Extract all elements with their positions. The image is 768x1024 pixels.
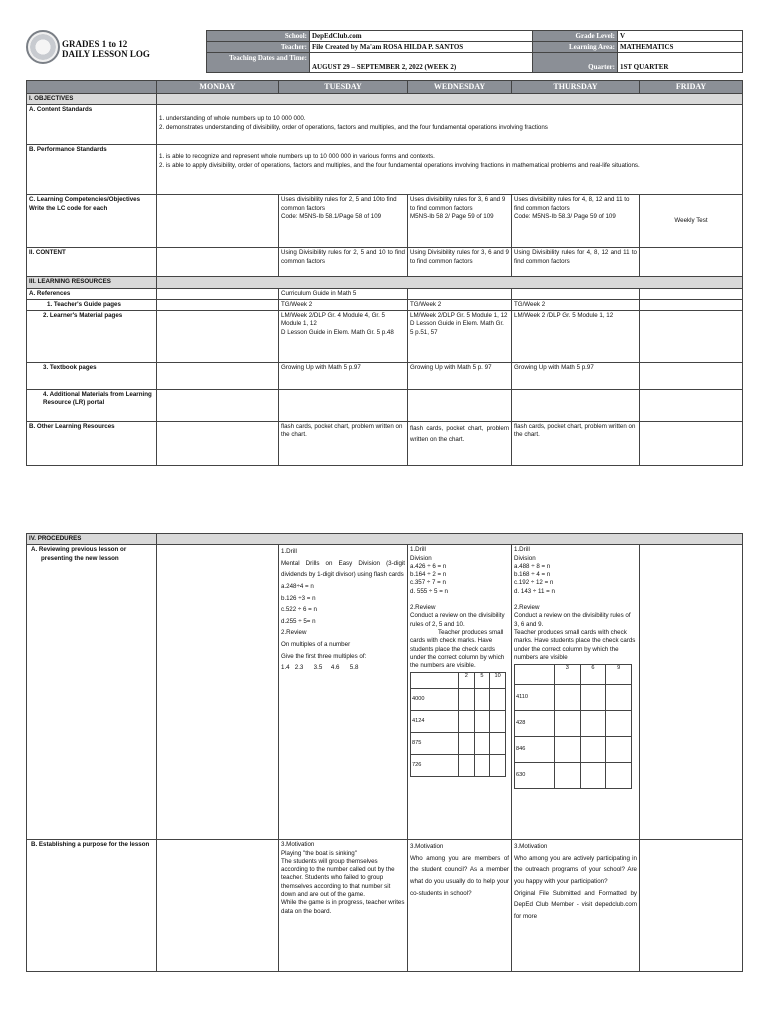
procedures-fill: [157, 534, 743, 545]
day-header-wednesday: WEDNESDAY: [408, 81, 512, 94]
tue-review-text: On multiples of a number: [281, 641, 351, 649]
additional-monday: [157, 390, 279, 422]
tg-friday: [640, 299, 743, 310]
competency-thursday: Uses divisibility rules for 4, 8, 12 and 11 to find common factors Code: M5NS-Ib 58.3/ Page 59 of 109: [512, 195, 640, 248]
thu-check-cell: [606, 763, 632, 789]
area-value: MATHEMATICS: [618, 42, 743, 53]
school-value: DepEdClub.com: [310, 31, 533, 42]
purpose-monday: [157, 840, 279, 972]
thu-check-cell: [555, 737, 581, 763]
textbook-label: 3. Textbook pages: [27, 363, 157, 390]
references-label: A. References: [27, 288, 157, 299]
content-standards-label: A. Content Standards: [27, 105, 157, 145]
thu-check-head-3: 3: [555, 665, 581, 685]
reviewing-label: A. Reviewing previous lesson or presenting the new lesson: [27, 545, 157, 840]
wed-check-cell: [459, 733, 475, 755]
thu-check-cell: [555, 763, 581, 789]
wed-check-cell: [474, 689, 490, 711]
thu-check-cell: [580, 711, 606, 737]
wed-review-text-2: Teacher produces small cards with check marks. Have students place the check cards under the correct column by which the numbers are visible.: [410, 628, 505, 670]
tg-wednesday: TG/Week 2: [408, 299, 512, 310]
other-monday: [157, 422, 279, 466]
wed-check-row-label: 875: [411, 733, 459, 755]
additional-tuesday: [279, 390, 408, 422]
references-thursday: [512, 288, 640, 299]
deped-seal-icon: [26, 30, 60, 64]
other-wednesday: flash cards, pocket chart, problem written on the chart.: [408, 422, 512, 466]
day-header-blank: [27, 81, 157, 94]
dates-value: AUGUST 29 – SEPTEMBER 2, 2022 (WEEK 2): [310, 53, 533, 73]
thu-drill-heading: 1.Drill Division: [514, 546, 536, 562]
additional-label: 4. Additional Materials from Learning Resource (LR) portal: [27, 390, 157, 422]
review-tuesday: [279, 545, 408, 840]
references-wednesday: [408, 288, 512, 299]
wed-check-cell: [459, 689, 475, 711]
wed-check-table: [410, 672, 506, 777]
tue-drill-item-2: b.126 ÷3 = n: [281, 594, 316, 602]
day-header-tuesday: TUESDAY: [279, 81, 408, 94]
thu-check-row-label: 4110: [515, 685, 555, 711]
thu-check-cell: [555, 685, 581, 711]
other-resources-label: B. Other Learning Resources: [27, 422, 157, 466]
objectives-fill: [157, 94, 743, 105]
references-monday: [157, 288, 279, 299]
thu-review-text: Conduct a review on the divisibility rules of 3, 6 and 9. Teacher produces small cards with check marks. Have students place the check cards under the correct column by which the numbers are visible: [514, 612, 636, 661]
review-monday: [157, 545, 279, 840]
wed-check-row-label: 4000: [411, 689, 459, 711]
tue-drill-item-3: c.522 ÷ 6 = n: [281, 606, 317, 614]
references-tuesday: Curriculum Guide in Math 5: [279, 288, 408, 299]
competency-tuesday: Uses divisibility rules for 2, 5 and 10to find common factors Code: M5NS-Ib 58.1/Page 58 of 109: [279, 195, 408, 248]
additional-friday: [640, 390, 743, 422]
procedures-heading: IV. PROCEDURES: [27, 534, 157, 545]
textbook-friday: [640, 363, 743, 390]
review-friday: [640, 545, 743, 840]
thu-check-cell: [606, 737, 632, 763]
wed-check-cell: [490, 755, 506, 777]
tue-drill-heading: 1.Drill: [281, 548, 297, 556]
quarter-value: 1ST QUARTER: [618, 53, 743, 73]
wed-check-cell: [490, 711, 506, 733]
thu-check-cell: [580, 737, 606, 763]
thu-check-head-blank: [515, 665, 555, 685]
lm-tuesday: LM/Week 2/DLP Gr. 4 Module 4, Gr. 5 Module 1, 12 D Lesson Guide in Elem. Math Gr. 5 p.48: [279, 311, 408, 363]
review-wednesday: [408, 545, 512, 840]
purpose-tuesday: 3.Motivation Playing "the boat is sinking" The students will group themselves according to the number called out by the teacher. Students who failed to group themselves according to that number sit down and are out of the game. While the game is in progress, teacher writes data on the board.: [279, 840, 408, 972]
thu-check-table: [514, 664, 632, 789]
deped-seal: [26, 30, 60, 64]
header-info-table: [206, 30, 743, 73]
tue-drill-item-4: d.255 ÷ 5= n: [281, 617, 316, 625]
wed-drill-heading: 1.Drill Division: [410, 546, 432, 562]
wed-check-row-label: 4124: [411, 711, 459, 733]
tue-multiples: 1.4 2.3 3.5 4.6 5.8: [281, 664, 359, 672]
wed-drill-items: a.426 ÷ 6 = n b.164 ÷ 2 = n c.357 ÷ 7 = n d. 555 ÷ 5 = n: [410, 562, 448, 595]
purpose-friday: [640, 840, 743, 972]
wed-check-head-5: 5: [474, 673, 490, 689]
other-thursday: flash cards, pocket chart, problem written on the chart.: [512, 422, 640, 466]
textbook-tuesday: Growing Up with Math 5 p.97: [279, 363, 408, 390]
competency-monday: [157, 195, 279, 248]
lm-wednesday: LM/Week 2/DLP Gr. 5 Module 1, 12 D Lesson Guide in Elem. Math Gr. 5 p.51, 57: [408, 311, 512, 363]
dll-table-procedures: [26, 533, 743, 972]
thu-drill-items: a.488 ÷ 8 = n b.168 ÷ 4 = n c.192 ÷ 12 = n d. 143 ÷ 11 = n: [514, 562, 555, 595]
dll-table-main: [26, 80, 743, 466]
grade-value: V: [618, 31, 743, 42]
tg-label: 1. Teacher's Guide pages: [27, 299, 157, 310]
tue-review-text-2: Give the first three multiples of:: [281, 652, 367, 660]
log-title: [62, 39, 150, 59]
lm-label: 2. Learner's Material pages: [27, 311, 157, 363]
lm-monday: [157, 311, 279, 363]
review-thursday: [512, 545, 640, 840]
objectives-heading: I. OBJECTIVES: [27, 94, 157, 105]
wed-review-heading: 2.Review: [410, 604, 436, 612]
tg-tuesday: TG/Week 2: [279, 299, 408, 310]
competency-friday: Weekly Test: [640, 195, 743, 248]
wed-check-row-label: 726: [411, 755, 459, 777]
school-label: School:: [207, 31, 310, 42]
lm-thursday: LM/Week 2 /DLP Gr. 5 Module 1, 12: [512, 311, 640, 363]
tue-drill-text: Mental Drills on Easy Division (3-digit dividends by 1-digit divisor) using flash cards: [281, 559, 405, 579]
content-thursday: Using Divisibility rules for 4, 8, 12 and 11 to find common factors: [512, 248, 640, 277]
lm-friday: [640, 311, 743, 363]
wed-check-cell: [459, 755, 475, 777]
resources-fill: [157, 277, 743, 288]
wed-review-text: Conduct a review on the divisibility rules of 2, 5 and 10.: [410, 612, 505, 628]
references-friday: [640, 288, 743, 299]
content-tuesday: Using Divisibility rules for 2, 5 and 10 to find common factors: [279, 248, 408, 277]
textbook-wednesday: Growing Up with Math 5 p. 97: [408, 363, 512, 390]
wed-check-head-2: 2: [459, 673, 475, 689]
establishing-label: B. Establishing a purpose for the lesson: [27, 840, 157, 972]
wed-check-cell: [490, 733, 506, 755]
textbook-monday: [157, 363, 279, 390]
wed-check-cell: [490, 689, 506, 711]
title-line-2: DAILY LESSON LOG: [62, 49, 150, 59]
thu-check-row-label: 630: [515, 763, 555, 789]
wed-check-cell: [474, 711, 490, 733]
wed-check-head-blank: [411, 673, 459, 689]
wed-check-head-10: 10: [490, 673, 506, 689]
dates-label: Teaching Dates and Time:: [207, 53, 310, 73]
area-label: Learning Area:: [533, 42, 618, 53]
thu-check-cell: [606, 685, 632, 711]
quarter-label: Quarter:: [533, 53, 618, 73]
performance-standards-label: B. Performance Standards: [27, 145, 157, 195]
wed-check-cell: [474, 733, 490, 755]
content-wednesday: Using Divisibility rules for 3, 6 and 9 to find common factors: [408, 248, 512, 277]
thu-check-head-6: 6: [580, 665, 606, 685]
teacher-value: File Created by Ma'am ROSA HILDA P. SANTOS: [310, 42, 533, 53]
teacher-label: Teacher:: [207, 42, 310, 53]
thu-check-cell: [580, 685, 606, 711]
purpose-thursday: 3.Motivation Who among you are actively participating in the outreach programs of your school? Are you happy with your participation? Original File Submitted and Formatted by DepEd Club Member - visit depedclub.com for more: [512, 840, 640, 972]
content-label: II. CONTENT: [27, 248, 157, 277]
thu-review-heading: 2.Review: [514, 604, 540, 612]
thu-check-cell: [555, 711, 581, 737]
grade-label: Grade Level:: [533, 31, 618, 42]
textbook-thursday: Growing Up with Math 5 p.97: [512, 363, 640, 390]
competency-wednesday: Uses divisibility rules for 3, 6 and 9 to find common factors M5NS-Ib 58 2/ Page 59 of 109: [408, 195, 512, 248]
resources-heading: III. LEARNING RESOURCES: [27, 277, 157, 288]
learning-competencies-label: C. Learning Competencies/Objectives Write the LC code for each: [27, 195, 157, 248]
title-line-1: GRADES 1 to 12: [62, 39, 128, 49]
wed-check-cell: [459, 711, 475, 733]
tg-monday: [157, 299, 279, 310]
thu-check-row-label: 846: [515, 737, 555, 763]
tue-review-heading: 2.Review: [281, 629, 307, 637]
other-friday: [640, 422, 743, 466]
day-header-friday: FRIDAY: [640, 81, 743, 94]
other-tuesday: flash cards, pocket chart, problem written on the chart.: [279, 422, 408, 466]
thu-check-cell: [580, 763, 606, 789]
performance-standards-text: 1. is able to recognize and represent whole numbers up to 10 000 000 in various forms and contexts. 2. is able to apply divisibility, order of operations, factors and multiples, and the four fundamental operations involving fractions in mathematical problems and real-life situations.: [157, 145, 743, 195]
day-header-monday: MONDAY: [157, 81, 279, 94]
tue-drill-item-1: a.248÷4 = n: [281, 583, 314, 591]
wed-check-cell: [474, 755, 490, 777]
additional-thursday: [512, 390, 640, 422]
tg-thursday: TG/Week 2: [512, 299, 640, 310]
purpose-wednesday: 3.Motivation Who among you are members of the student council? As a member what do you usually do to help your co-students in school?: [408, 840, 512, 972]
thu-check-cell: [606, 711, 632, 737]
thu-check-row-label: 428: [515, 711, 555, 737]
content-monday: [157, 248, 279, 277]
content-friday: [640, 248, 743, 277]
day-header-thursday: THURSDAY: [512, 81, 640, 94]
additional-wednesday: [408, 390, 512, 422]
content-standards-text: 1. understanding of whole numbers up to 10 000 000. 2. demonstrates understanding of divisibility, order of operations, factors and multiples, and the four fundamental operations involving fractions: [157, 105, 743, 145]
thu-check-head-9: 9: [606, 665, 632, 685]
